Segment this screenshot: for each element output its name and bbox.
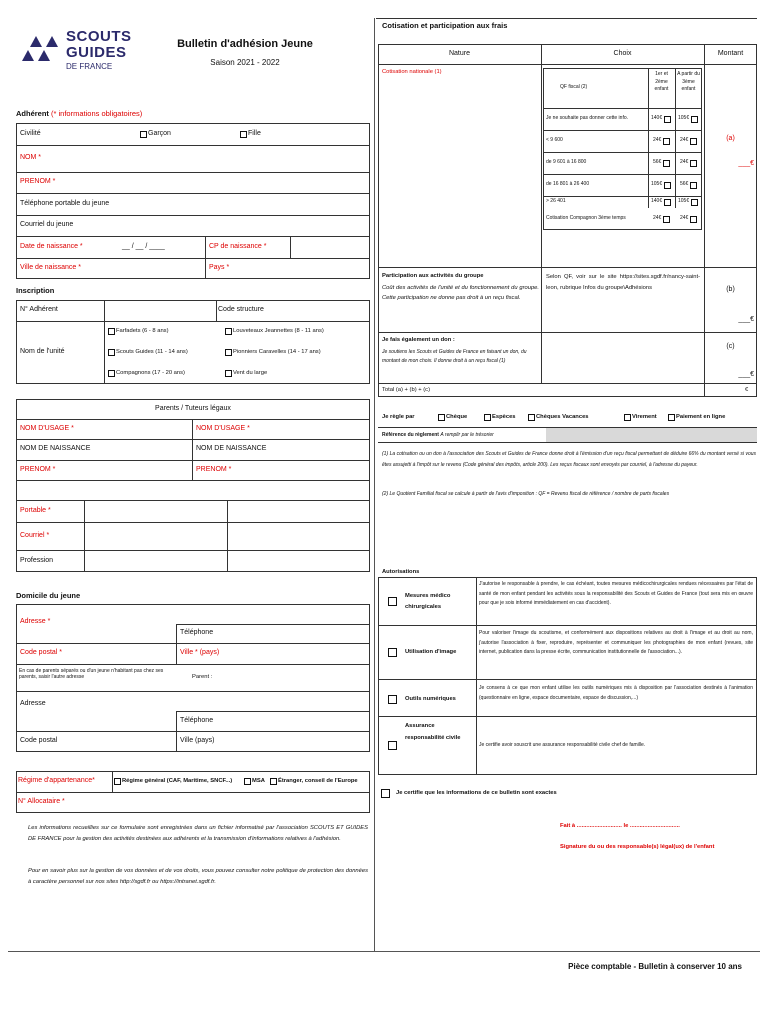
total-value[interactable]: € <box>745 386 749 393</box>
auth-assurance-checkbox[interactable] <box>388 741 397 750</box>
legal-text-1: Les informations recueillies sur ce formulaire sont enregistrées dans un fichier informatisé par l'association SCOUTS ET GUIDES DE FRANCE pour la gestion des activités destinées aux adhérents et la transmission d'informations relatives à l'adhésion. <box>28 825 368 842</box>
checkbox-icon <box>225 328 232 335</box>
checkbox-icon <box>691 116 698 123</box>
checkbox-icon <box>484 414 491 421</box>
certify-checkbox[interactable] <box>381 789 390 798</box>
participation-text: Coût des activités de l'unité et du fonctionnement du groupe. Cette participation ne donne pas droit à un reçu fiscal. <box>382 285 539 301</box>
checkbox-icon <box>663 160 670 167</box>
total-label: Total (a) + (b) + (c) <box>382 386 430 393</box>
logo-text-2: GUIDES <box>66 44 127 61</box>
cotisation-nationale-label: Cotisation nationale (1) <box>382 69 442 75</box>
checkbox-icon <box>663 216 670 223</box>
amount-a-label: (a) <box>726 135 735 142</box>
checkbox-icon <box>690 160 697 167</box>
adresse2-field[interactable]: Adresse <box>20 699 46 707</box>
parent1-nom-naissance[interactable]: NOM DE NAISSANCE <box>20 445 91 453</box>
parent1-prenom[interactable]: PRENOM * <box>20 465 56 473</box>
auth-medical-text: J'autorise le responsable à prendre, le cas échéant, toutes mesures médicochirurgicales rendues nécessaires par l'état de santé de mon enfant pendant les activités sous la responsabilité des Scouts et Guides de France (tout sera mis en œuvre pour que je sois informé immédiatement en cas d'accident). <box>479 581 753 606</box>
participation-label: Participation aux activités du groupe <box>382 273 484 279</box>
season: Saison 2021 - 2022 <box>210 58 280 67</box>
auth-image-label: Utilisation d'image <box>405 649 457 655</box>
unit-pionniers[interactable]: Pionniers Caravelles (14 - 17 ans) <box>225 345 321 359</box>
qf-row-price[interactable]: 105€ <box>678 196 699 208</box>
ville2-field[interactable]: Ville (pays) <box>180 737 215 745</box>
checkbox-icon <box>664 182 671 189</box>
nom-field[interactable]: NOM * <box>20 154 41 162</box>
qf-row-price[interactable]: 56€ <box>680 174 698 196</box>
qf-row-price[interactable]: 24€ <box>680 130 698 152</box>
col-enfant-3: A partir du 3ème enfant <box>677 71 700 92</box>
courriel-jeune-field[interactable]: Courriel du jeune <box>20 221 74 229</box>
unit-scouts-guides[interactable]: Scouts Guides (11 - 14 ans) <box>108 345 188 359</box>
amount-a-value[interactable]: ___€ <box>738 160 754 167</box>
auth-numerique-label: Outils numériques <box>405 696 456 702</box>
checkbox-icon <box>690 138 697 145</box>
auth-numerique-checkbox[interactable] <box>388 695 397 704</box>
separated-note: En cas de parents séparés ou d'un jeune n'habitant pas chez ses parents, saisir l'autre adresse <box>19 668 164 680</box>
unit-louveteaux[interactable]: Louveteaux Jeannettes (8 - 11 ans) <box>225 324 324 338</box>
tel-jeune-field[interactable]: Téléphone portable du jeune <box>20 199 110 207</box>
code-structure-field[interactable]: Code structure <box>218 306 264 314</box>
checkbox-icon <box>240 131 247 138</box>
col-enfant-1-2: 1er et 2ème enfant <box>654 71 669 92</box>
col-montant: Montant <box>717 49 744 57</box>
amount-b-label: (b) <box>726 286 735 293</box>
checkbox-icon <box>663 138 670 145</box>
checkbox-icon <box>664 199 671 206</box>
qf-row-price[interactable]: 24€ <box>653 130 671 152</box>
qf-row-label: de 16 801 à 26 400 <box>546 181 590 188</box>
don-text: Je soutiens les Scouts et Guides de France en faisant un don, du montant de mon choix. Il donne droit à un reçu fiscal (1) <box>382 349 527 364</box>
auth-image-checkbox[interactable] <box>388 648 397 657</box>
telephone-field[interactable]: Téléphone <box>180 629 214 637</box>
unit-farfadets[interactable]: Farfadets (6 - 8 ans) <box>108 324 169 338</box>
courriel-parent-field[interactable]: Courriel * <box>20 531 50 539</box>
certify-label: Je certifie que les informations de ce bulletin sont exactes <box>396 790 557 796</box>
regime-general-checkbox[interactable]: Régime général (CAF, Maritime, SNCF...) <box>114 771 232 792</box>
qf-row-price[interactable]: 105€ <box>651 174 672 196</box>
parent1-nom-usage[interactable]: NOM D'USAGE * <box>20 424 74 432</box>
legal-text-2: Pour en savoir plus sur la gestion de vos données et de vos droits, vous pouvez consulter notre politique de protection des données à caractère personnel sur nos sites http://sgdf.fr ou https://intranet.sgdf.fr. <box>28 868 368 885</box>
note-2: (2) Le Quotient Familial fiscal se calcule à partir de l'avis d'imposition : QF = Revenu fiscal de référence / nombre de parts fiscales <box>382 491 670 497</box>
checkbox-icon <box>664 116 671 123</box>
num-adherent-field[interactable]: N° Adhérent <box>20 306 58 314</box>
parents-heading: Parents / Tuteurs légaux <box>155 404 231 412</box>
logo-text-1: SCOUTS <box>66 28 132 45</box>
participation-info: Selon QF, voir sur le site https://sites.sgdf.fr/nancy-saint-leon, rubrique Infos du groupe\Adhésions <box>546 274 700 291</box>
qf-row-price[interactable]: 24€ <box>680 208 698 230</box>
footer-note: Pièce comptable - Bulletin à conserver 10 ans <box>568 962 742 971</box>
don-label: Je fais également un don : <box>382 337 455 343</box>
checkbox-icon <box>140 131 147 138</box>
checkbox-icon <box>690 182 697 189</box>
cotisation-heading: Cotisation et participation aux frais <box>382 21 508 30</box>
qf-row-price[interactable]: 24€ <box>680 152 698 174</box>
inscription-block <box>16 300 370 384</box>
qf-row-label: Je ne souhaite pas donner cette info. <box>546 115 629 122</box>
unit-compagnons[interactable]: Compagnons (17 - 20 ans) <box>108 366 185 380</box>
fille-checkbox[interactable]: Fille <box>240 123 261 145</box>
parent-label: Parent : <box>192 674 213 680</box>
parent2-nom-usage[interactable]: NOM D'USAGE * <box>196 424 250 432</box>
paiement-ligne-checkbox[interactable]: Paiement en ligne <box>668 410 725 424</box>
reference-shade <box>546 428 757 442</box>
pays-naissance-field[interactable]: Pays * <box>209 264 230 272</box>
sgdf-logo <box>22 24 132 80</box>
qf-row-price[interactable]: 140€ <box>651 196 672 208</box>
checkbox-icon <box>108 370 115 377</box>
date-naissance-field[interactable]: Date de naissance * <box>20 242 83 250</box>
qf-row-label: Cotisation Compagnon 3ème temps <box>546 215 626 222</box>
parent2-prenom[interactable]: PRENOM * <box>196 465 232 473</box>
cheques-vacances-checkbox[interactable]: Chèques Vacances <box>528 410 589 424</box>
checkbox-icon <box>225 370 232 377</box>
checkbox-icon <box>624 414 631 421</box>
amount-b-value[interactable]: ___€ <box>738 316 754 323</box>
checkbox-icon <box>668 414 675 421</box>
autorisations-heading: Autorisations <box>382 569 420 575</box>
prenom-field[interactable]: PRENOM * <box>20 178 56 186</box>
qf-row-label: de 9 601 à 16 800 <box>546 159 587 166</box>
col-nature: Nature <box>448 49 470 57</box>
form-title: Bulletin d'adhésion Jeune <box>177 38 313 50</box>
nom-unite-label: Nom de l'unité <box>20 348 65 356</box>
checkbox-icon <box>438 414 445 421</box>
qf-row-price[interactable]: 24€ <box>653 208 671 230</box>
cp-naissance-field[interactable]: CP de naissance * <box>209 242 267 250</box>
civilite-label: Civilité <box>20 129 41 137</box>
checkbox-icon <box>108 349 115 356</box>
qf-row-price[interactable]: 56€ <box>653 152 671 174</box>
checkbox-icon <box>114 778 121 785</box>
checkbox-icon <box>270 778 277 785</box>
code-postal-field[interactable]: Code postal * <box>20 649 63 657</box>
col-choix: Choix <box>613 49 632 57</box>
virement-checkbox[interactable]: Virement <box>624 410 657 424</box>
auth-numerique-text: Je consens à ce que mon enfant utilise les outils numériques mis à disposition par l'association destinés à l'animation (questionnaire en ligne, espace documentaire, espace de discussion,...) <box>479 685 753 701</box>
checkbox-icon <box>108 328 115 335</box>
ville-naissance-field[interactable]: Ville de naissance * <box>20 264 81 272</box>
qf-row-label: > 26 401 <box>546 198 566 205</box>
payment-label: Je règle par <box>382 413 415 420</box>
auth-medical-checkbox[interactable] <box>388 597 397 606</box>
checkbox-icon <box>244 778 251 785</box>
fait-a-field[interactable]: Fait à ............................ le ............................... <box>560 823 680 829</box>
amount-c-value[interactable]: ___€ <box>738 371 754 378</box>
checkbox-icon <box>225 349 232 356</box>
signature-label: Signature du ou des responsable(s) légal(ux) de l'enfant <box>560 844 715 850</box>
regime-label: Régime d'appartenance* <box>18 777 95 785</box>
qf-row-price[interactable]: 140€ <box>651 108 672 130</box>
reference-field[interactable]: Référence du règlement A remplir par le trésorier <box>382 432 494 439</box>
unit-vent-du-large[interactable]: Vent du large <box>225 366 267 380</box>
msa-checkbox[interactable]: MSA <box>244 771 265 792</box>
etranger-checkbox[interactable]: Étranger, conseil de l'Europe <box>270 771 358 792</box>
auth-assurance-label: Assurance responsabilité civile <box>405 723 461 742</box>
inscription-heading: Inscription <box>16 286 55 295</box>
code-postal2-field[interactable]: Code postal <box>20 737 58 745</box>
logo-text-3: DE FRANCE <box>66 62 113 71</box>
parent2-nom-naissance[interactable]: NOM DE NAISSANCE <box>196 445 267 453</box>
note-1: (1) La cotisation ou un don à l'association des Scouts et Guides de France donne droit à l'émission d'un reçu fiscal permettant de déduire 66% du montant versé si vous êtes assujetti à l'impôt sur le revenu (Code général des impôts, article 200). Les reçus fiscaux sont envoyés par courriel, à l'adresse du payeur. <box>382 451 756 468</box>
auth-image-text: Pour valoriser l'image du scoutisme, et conformément aux dispositions relatives au droit à l'image et au droit au nom, j'autorise l'association à fixer, reproduire, représenter et communiquer les photographies de mon enfant (revues, site internet, publication dans la presse écrite, communication institutionnelle de l'association...). <box>479 630 753 655</box>
checkbox-icon <box>690 216 697 223</box>
qf-row-label: < 9 600 <box>546 137 563 144</box>
especes-checkbox[interactable]: Espèces <box>484 410 516 424</box>
adherent-heading: Adhérent (* informations obligatoires) <box>16 109 143 118</box>
domicile-heading: Domicile du jeune <box>16 591 81 600</box>
checkbox-icon <box>528 414 535 421</box>
allocataire-field[interactable]: N° Allocataire * <box>18 798 65 806</box>
qf-row-price[interactable]: 105€ <box>678 108 699 130</box>
checkbox-icon <box>691 199 698 206</box>
portable-field[interactable]: Portable * <box>20 506 51 514</box>
auth-assurance-text: Je certifie avoir souscrit une assurance responsabilité civile chef de famille. <box>479 742 646 748</box>
garcon-checkbox[interactable]: Garçon <box>140 123 171 145</box>
cheque-checkbox[interactable]: Chèque <box>438 410 467 424</box>
adresse-field[interactable]: Adresse * <box>20 617 51 625</box>
qf-fiscal-label: QF fiscal (2) <box>560 84 588 91</box>
telephone2-field[interactable]: Téléphone <box>180 716 214 724</box>
auth-medical-label: Mesures médico chirurgicales <box>405 593 451 610</box>
profession-field[interactable]: Profession <box>20 556 54 564</box>
logo-fleur-icon <box>22 34 62 68</box>
date-mask: __ / __ / ____ <box>122 242 165 250</box>
amount-c-label: (c) <box>726 343 735 350</box>
ville-field[interactable]: Ville * (pays) <box>180 649 220 657</box>
